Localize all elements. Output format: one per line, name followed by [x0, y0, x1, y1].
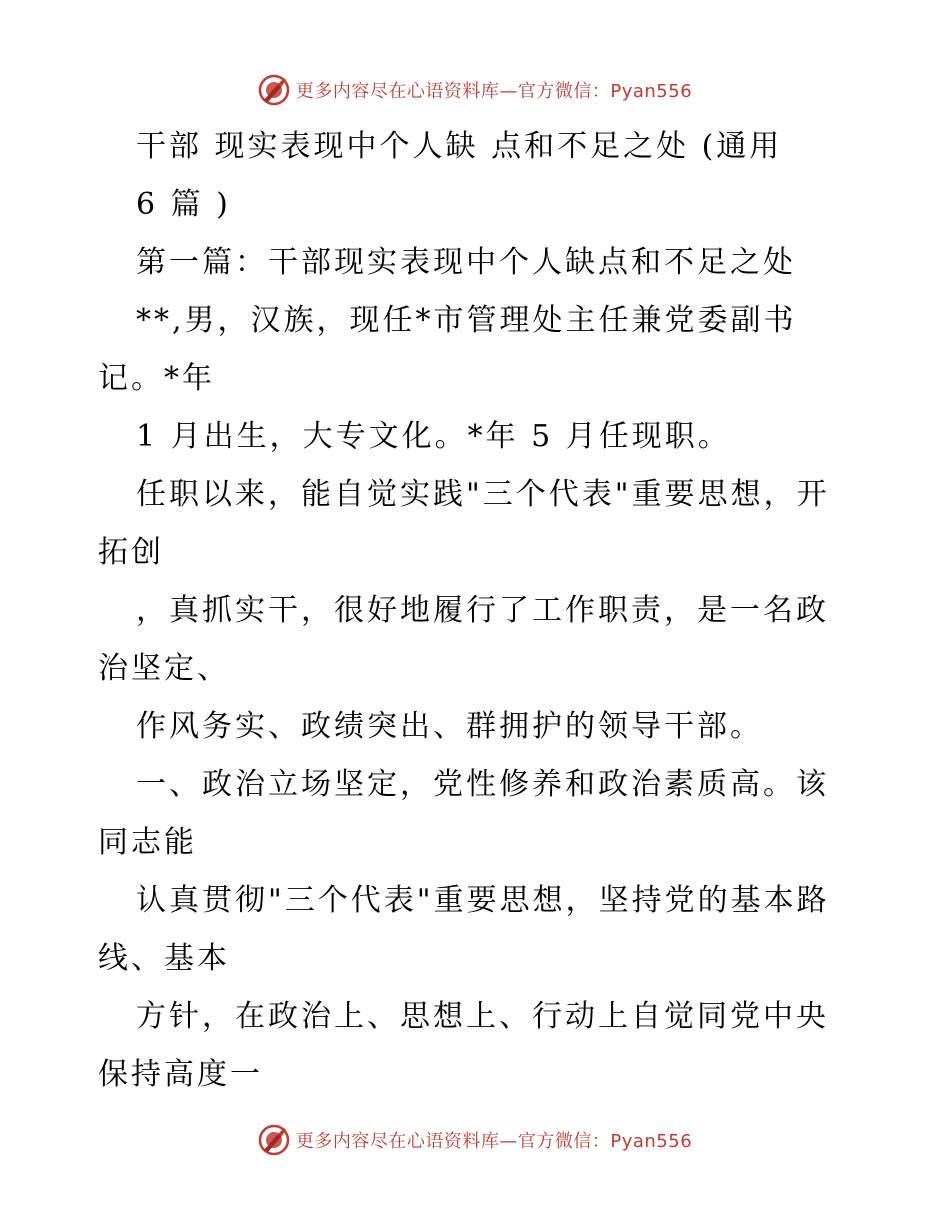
text-line: 干部 现实表现中个人缺 点和不足之处 (通用 — [136, 129, 783, 164]
text-line: 线、基本 — [98, 941, 230, 976]
watermark-text: 更多内容尽在心语资料库—官方微信：Pyan556 — [295, 81, 693, 102]
text-line: 1 月出生，大专文化。*年 5 月任现职。 — [136, 419, 731, 454]
text-line: 记。*年 — [98, 361, 215, 396]
pen-logo-icon — [258, 1124, 290, 1156]
text-line: 任职以来，能自觉实践"三个代表"重要思想，开 — [136, 477, 830, 512]
watermark-banner-bottom — [0, 1120, 950, 1160]
text-line: 同志能 — [98, 825, 197, 860]
text-line: 保持高度一 — [98, 1057, 263, 1092]
text-line: 6 篇 ) — [136, 187, 231, 222]
text-line: 治坚定、 — [98, 651, 230, 686]
text-line: 一、政治立场坚定，党性修养和政治素质高。该 — [136, 767, 829, 802]
text-line: 作风务实、政绩突出、群拥护的领导干部。 — [136, 709, 763, 744]
text-line: 第一篇：干部现实表现中个人缺点和不足之处 — [136, 245, 796, 280]
text-line: ，真抓实干，很好地履行了工作职责，是一名政 — [136, 593, 829, 628]
text-line: 认真贯彻"三个代表"重要思想，坚持党的基本路 — [136, 883, 830, 918]
text-line: **,男，汉族，现任*市管理处主任兼党委副书 — [136, 303, 797, 338]
document-body — [98, 118, 858, 1104]
text-line: 方针，在政治上、思想上、行动上自觉同党中央 — [136, 999, 829, 1034]
pen-logo-icon — [258, 74, 290, 106]
watermark-banner-top — [0, 70, 950, 110]
text-line: 拓创 — [98, 535, 164, 570]
watermark-text: 更多内容尽在心语资料库—官方微信：Pyan556 — [295, 1131, 693, 1152]
